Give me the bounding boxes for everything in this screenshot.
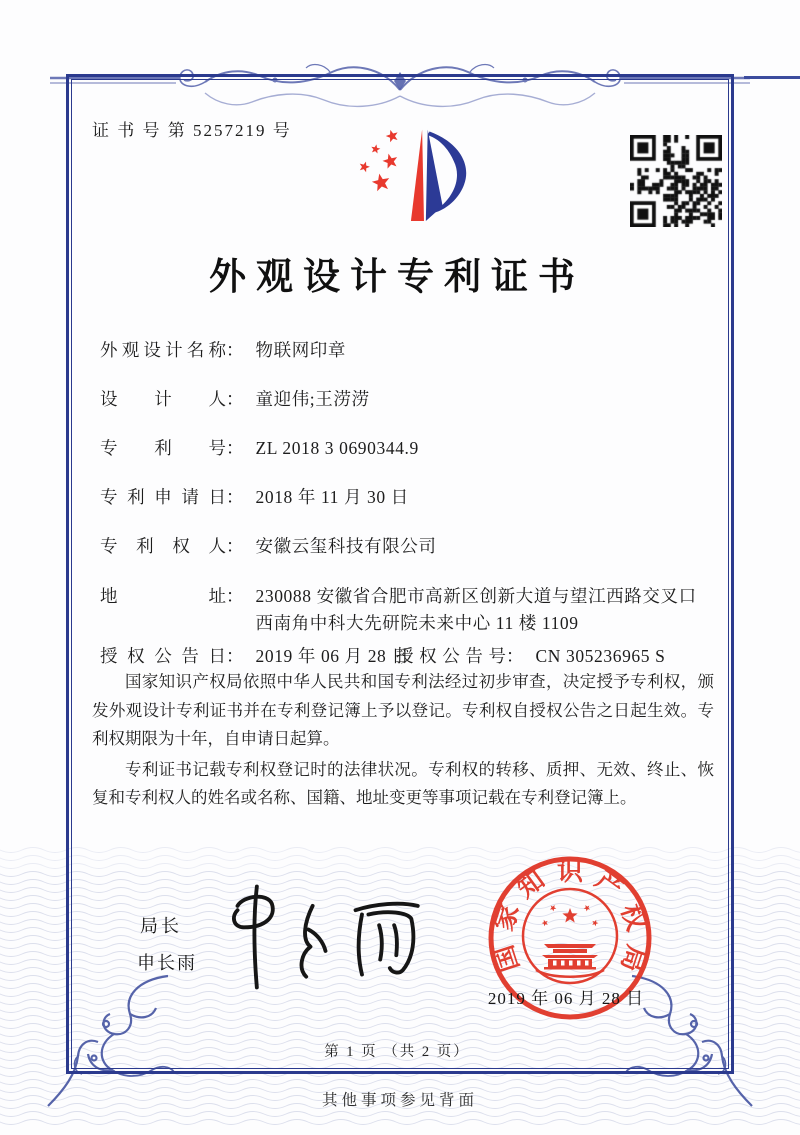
field-label: 专利申请日 [100,487,226,507]
body-paragraph-1: 国家知识产权局依照中华人民共和国专利法经过初步审查，决定授予专利权，颁发外观设计专利证书并在专利登记簿上予以登记。专利权自授权公告之日起生效。专利权期限为十年，自申请日起算。 [92,672,714,748]
field-colon: ： [226,389,244,409]
field-value: ZL 2018 3 0690344.9 [255,438,419,458]
certificate-title: 外观设计专利证书 [209,257,585,298]
back-note: 其他事项参见背面 [321,1092,478,1109]
field-row-patent-no [100,436,720,485]
field-row-filing-date [100,485,720,534]
field-colon: ： [226,487,244,507]
field-colon: ： [226,340,244,360]
body-paragraph-2: 专利证书记载专利权登记时的法律状况。专利权的转移、质押、无效、终止、恢复和专利权人的姓名或名称、国籍、地址变更等事项记载在专利登记簿上。 [92,759,714,807]
field-value: 安徽云玺科技有限公司 [255,536,437,556]
field-row-designer [100,387,720,436]
field-label: 专利权人 [100,536,226,556]
svg-text:国: 国 [488,941,525,976]
field-colon: ： [226,646,244,666]
field-label: 授权公告号 [396,646,506,666]
address-line-1: 230088 安徽省合肥市高新区创新大道与望江西路交叉口 [255,586,697,606]
field-value: 物联网印章 [255,340,346,360]
field-list [100,338,720,693]
seal-date: 2019 年 06 月 28 日 [487,989,645,1008]
field-value: 童迎伟;王涝涝 [255,389,370,409]
field-label: 地址 [100,586,226,606]
field-label: 专利号 [100,438,226,458]
logo-red-wedge [411,130,424,221]
field-row-address [100,583,720,637]
field-value: 2018 年 11 月 30 日 [255,487,409,507]
field-label: 外观设计名称 [100,340,226,360]
svg-text:识: 识 [556,857,584,886]
grant-no-pair [396,644,665,668]
field-colon: ： [226,438,244,458]
qr-code [630,135,722,227]
svg-text:知: 知 [511,864,550,904]
svg-text:产: 产 [590,864,629,904]
certificate-number: 证 书 号 第 5257219 号 [92,121,292,140]
field-row-patentee [100,534,720,583]
field-colon: ： [226,536,244,556]
field-row-design-name [100,338,720,387]
field-label: 授权公告日 [100,646,226,666]
grant-date-value: 2019 年 06 月 28 日 [255,646,410,666]
national-emblem [523,889,617,983]
svg-text:权: 权 [615,900,652,935]
director-name: 申长雨 [137,953,197,973]
address-line-2: 西南角中科大先研院未来中心 11 楼 1109 [255,613,579,633]
field-colon: ： [506,646,524,666]
field-value [256,583,697,637]
cnipa-logo [348,124,472,234]
director-signature [218,878,433,996]
page-footer: 第 1 页 （共 2 页） [324,1044,470,1060]
svg-text:家: 家 [488,900,525,935]
field-label: 设计人 [100,389,226,409]
certificate-body [92,668,714,815]
grant-no-value: CN 305236965 S [535,646,666,666]
director-title: 局长 [140,916,182,936]
svg-text:局: 局 [615,941,652,976]
field-colon: ： [226,586,244,606]
